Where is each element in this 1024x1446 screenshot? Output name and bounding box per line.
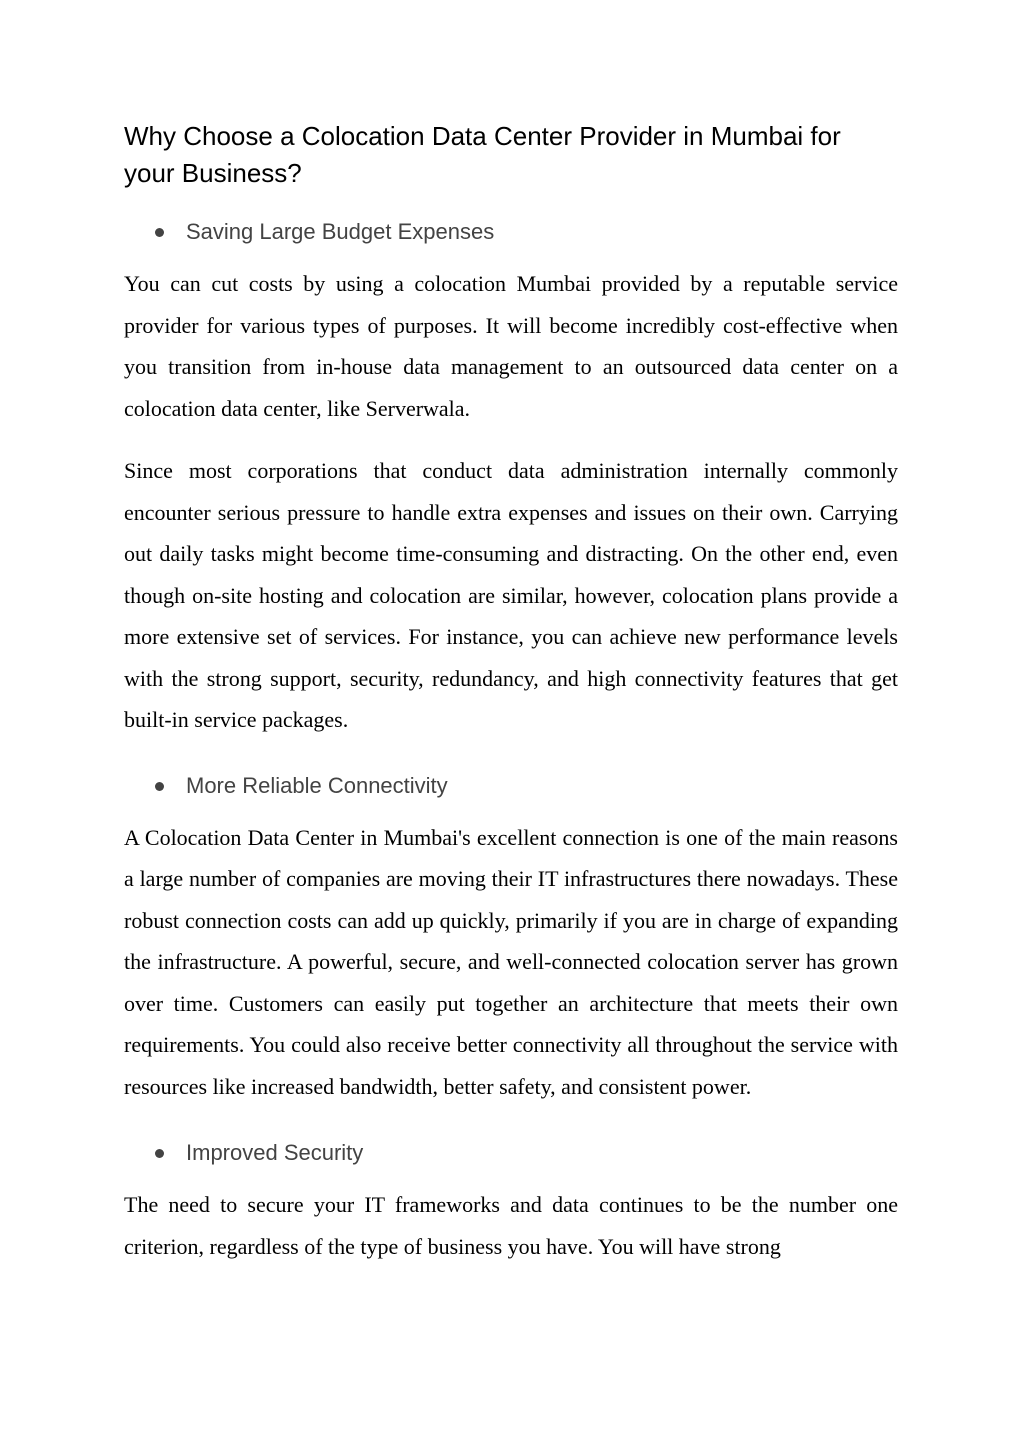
paragraph: Since most corporations that conduct data administration internally commonly encounter serious pressure to handle extra expenses and issues on their own. Carrying out daily tasks might become time-consuming and distracting. On the other end, even though on-site hosting and colocation are similar, however, colocation plans provide a more extensive set of services. For instance, you can achieve new performance levels with the strong support, security, redundancy, and high connectivity features that get built-in service packages. — [124, 458, 898, 732]
section-heading-improved-security — [124, 1138, 898, 1168]
section-heading-text: More Reliable Connectivity — [186, 772, 448, 798]
paragraph: You can cut costs by using a colocation Mumbai provided by a reputable service provider for various types of purposes. It will become incredibly cost-effective when you transition from in-house data management to an outsourced data center on a colocation data center, like Serverwala. — [124, 271, 898, 421]
bullet-icon — [155, 782, 164, 791]
section-heading-saving-budget — [124, 217, 898, 247]
bullet-icon — [155, 1149, 164, 1158]
section-heading-text: Saving Large Budget Expenses — [186, 219, 495, 244]
document-title: Why Choose a Colocation Data Center Provider in Mumbai for your Business? — [124, 121, 841, 188]
section-heading-reliable-connectivity — [124, 771, 898, 801]
paragraph: A Colocation Data Center in Mumbai's excellent connection is one of the main reasons a large number of companies are moving their IT infrastructures there nowadays. These robust connection costs can add up quickly, primarily if you are in charge of expanding the infrastructure. A powerful, secure, and well-connected colocation server has grown over time. Customers can easily put together an architecture that meets their own requirements. You could also receive better connectivity all throughout the service with resources like increased bandwidth, better safety, and consistent power. — [124, 824, 898, 1099]
paragraph: The need to secure your IT frameworks and data continues to be the number one criterion, regardless of the type of business you have. You will have strong — [124, 1192, 898, 1259]
bullet-icon — [155, 228, 164, 237]
section-heading-text: Improved Security — [186, 1140, 364, 1165]
document-page — [124, 118, 898, 1267]
